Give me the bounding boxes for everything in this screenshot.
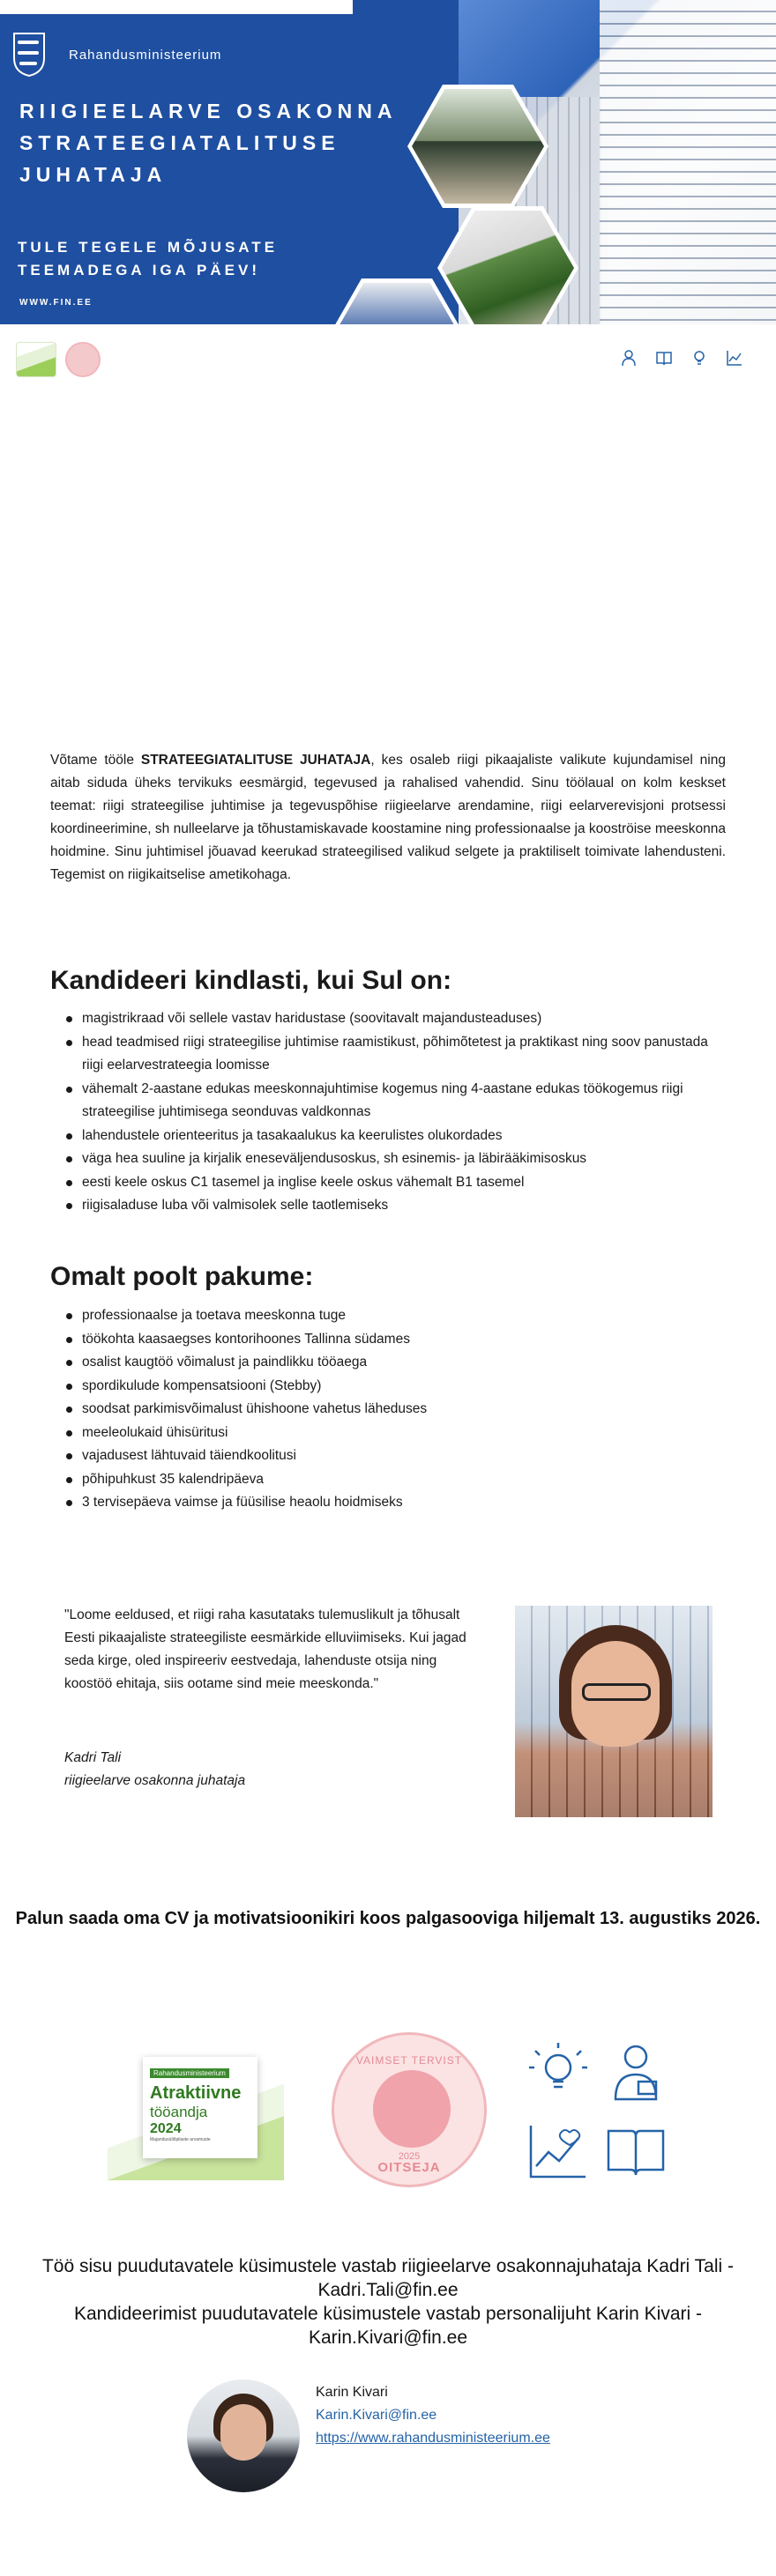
requirements-list — [50, 1007, 726, 1218]
contact-avatar — [187, 2379, 300, 2492]
hero-title-line-1: RIIGIEELARVE OSAKONNA — [19, 100, 398, 122]
hero-website[interactable]: WWW.FIN.EE — [19, 298, 93, 308]
contact-card — [316, 2381, 550, 2450]
portrait-glasses — [582, 1683, 651, 1701]
office-plant-photo — [442, 211, 574, 325]
list-item: põhipuhkust 35 kalendripäeva — [50, 1468, 726, 1492]
list-item: soodsat parkimisvõimalust ühishoone vahetus läheduses — [50, 1398, 726, 1422]
award-subtitle: tööandja — [150, 2104, 208, 2120]
contact-email-link[interactable]: Karin.Kivari@fin.ee — [316, 2408, 437, 2423]
lightbulb-icon — [527, 2041, 589, 2103]
seal-top-text: VAIMSET TERVIST — [355, 2054, 463, 2067]
mini-book-icon — [653, 349, 675, 367]
hero-title-line-2: STRATEEGIATALITUSE — [19, 131, 340, 154]
hero-bottom-bar — [0, 324, 776, 338]
award-card — [143, 2057, 257, 2158]
list-item: töökohta kaasaegses kontorihoones Tallinna südames — [50, 1328, 726, 1352]
quote-author-name: Kadri Tali — [64, 1750, 122, 1765]
list-item: riigisaladuse luba või valmisolek selle taotlemiseks — [50, 1194, 726, 1218]
seal-year: 2025 — [398, 2151, 421, 2162]
intro-highlight: STRATEEGIATALITUSE JUHATAJA — [140, 753, 371, 768]
offers-heading: Omalt poolt pakume: — [50, 1262, 314, 1291]
hero-slogan-line-2: TEEMADEGA IGA PÄEV! — [18, 262, 260, 278]
list-item: vajadusest lähtuvaid täiendkoolitusi — [50, 1444, 726, 1468]
contact-name: Karin Kivari — [316, 2385, 388, 2400]
award-ministry-label: Rahandusministeerium — [150, 2068, 229, 2078]
avatar-face — [220, 2404, 266, 2461]
estonian-crest-icon — [12, 32, 46, 78]
mini-employer-badge — [16, 342, 56, 377]
ministry-name: Rahandusministeerium — [69, 48, 222, 63]
list-item: spordikulude kompensatsiooni (Stebby) — [50, 1375, 726, 1399]
list-item: vähemalt 2-aastane edukas meeskonnajuhtimise kogemus ning 4-aastane edukas töökogemus riigi strateegilise juhtimisega seonduvas valdkonnas — [50, 1078, 726, 1125]
mini-icon-row — [617, 349, 746, 367]
offers-list — [50, 1304, 726, 1515]
hero-top-bar — [0, 0, 353, 14]
award-year: 2024 — [150, 2121, 182, 2136]
hero-slogan-line-1: TULE TEGELE MÕJUSATE — [18, 239, 279, 256]
person-icon — [605, 2041, 667, 2103]
mini-health-seal — [65, 342, 101, 377]
award-source: Majandusüliõpilaste arvamuste — [150, 2137, 211, 2142]
mini-lightbulb-icon — [688, 349, 711, 367]
manager-portrait — [515, 1606, 713, 1817]
list-item: professionaalse ja toetava meeskonna tuge — [50, 1304, 726, 1328]
list-item: osalist kaugtöö võimalust ja paindlikku tööaega — [50, 1351, 726, 1375]
seal-head-icon — [373, 2070, 451, 2148]
hero-slogan — [18, 236, 278, 282]
content-contact-line: Töö sisu puudutavatele küsimustele vastab riigieelarve osakonnajuhataja Kadri Tali - Kadri.Tali@fin.ee — [41, 2256, 735, 2300]
mini-chart-icon — [723, 349, 746, 367]
chart-icon — [527, 2120, 589, 2182]
requirements-heading: Kandideeri kindlasti, kui Sul on: — [50, 966, 452, 995]
application-contact-line: Kandideerimist puudutavatele küsimustele vastab personalijuht Karin Kivari - Karin.Kivari@fin.ee — [73, 2304, 703, 2348]
hero-title — [19, 95, 397, 190]
hero-banner — [0, 0, 776, 338]
list-item: lahendustele orienteeritus ja tasakaalukus ka keerulistes olukordades — [50, 1125, 726, 1148]
list-item: meeleolukaid ühisüritusi — [50, 1422, 726, 1445]
intro-lead: Võtame tööle — [50, 753, 141, 768]
hero-title-line-3: JUHATAJA — [19, 163, 168, 186]
book-icon — [605, 2120, 667, 2182]
contact-paragraph — [35, 2254, 741, 2350]
list-item: magistrikraad või sellele vastav haridustase (soovitavalt majandusteaduses) — [50, 1007, 726, 1031]
quote-author-role: riigieelarve osakonna juhataja — [64, 1773, 246, 1788]
attractive-employer-badge — [108, 2030, 284, 2180]
building-floors — [600, 0, 776, 338]
ministry-website-link[interactable]: https://www.rahandusministeerium.ee — [316, 2431, 550, 2446]
value-icons — [527, 2041, 668, 2182]
manager-quote: "Loome eeldused, et riigi raha kasutataks tulemuslikult ja tõhusalt Eesti pikaajaliste strateegiliste eesmärkide elluviimiseks. Kui jagad seda kirge, oled inspireeriv eestvedaja, lahenduste otsija ning koostöö ehitaja, siis ootame sind meie meeskonda." — [64, 1607, 466, 1691]
list-item: head teadmised riigi strateegilise juhtimise raamistikust, põhimõtetest ja praktikast ning soov panustada riigi eelarvestrateegia loomisse — [50, 1031, 726, 1078]
office-interior-photo — [412, 89, 544, 204]
list-item: eesti keele oskus C1 tasemel ja inglise keele oskus vähemalt B1 tasemel — [50, 1171, 726, 1195]
intro-text: , kes osaleb riigi pikaajaliste valikute kujundamisel ning aitab siduda üheks tervikuks eesmärgid, tegevused ja rahalised vahendid. Sinu töölaual on kolm keskset teemat: riigi strateegilise juhtimise ja tegevuspõhise riigieelarve arendamine, riigi eelarverevisjoni protsessi koordineerimine, sh nulleelarve ja tõhustamiskavade koostamine ning professionaalse ja kooströise meeskonna hoidmine. Sinu juhtimisel jõuavad keerukad strateegilised valikud selgete ja praktiliselt toimivate lahendusteni. Tegemist on riigikaitselise ametikohaga. — [50, 753, 726, 882]
list-item: 3 tervisepäeva vaimse ja füüsilise heaolu hoidmiseks — [50, 1491, 726, 1515]
mental-health-seal — [332, 2032, 487, 2187]
application-deadline: Palun saada oma CV ja motivatsioonikiri koos palgasooviga hiljemalt 13. augustiks 2026. — [15, 1909, 761, 1928]
intro-paragraph — [50, 749, 726, 887]
list-item: väga hea suuline ja kirjalik eneseväljendusoskus, sh esinemis- ja läbirääkimisoskus — [50, 1147, 726, 1171]
quote-attribution — [64, 1747, 245, 1793]
mini-person-icon — [617, 349, 640, 367]
seal-bottom-text: OITSEJA — [377, 2160, 441, 2175]
award-title: Atraktiivne — [150, 2083, 242, 2103]
mini-badges — [16, 342, 101, 377]
